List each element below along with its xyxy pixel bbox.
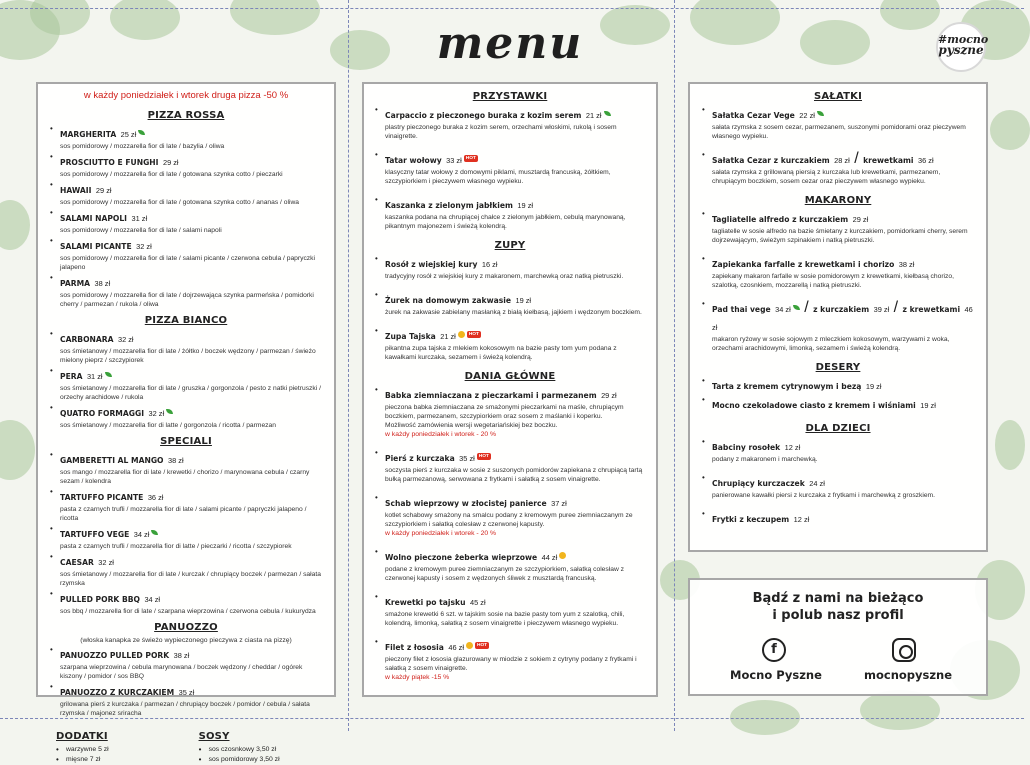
item-description: sos pomidorowy / mozzarella fior di late / gotowana szynka cotto / pieczarki [60,171,283,178]
menu-item [373,592,647,610]
menu-item [373,105,647,123]
item-name: TARTUFFO VEGE [60,530,130,539]
item-price: 37 zł [551,499,567,508]
menu-item [48,180,324,198]
item-price: 12 zł [793,515,810,524]
section-heading: PIZZA ROSSA [147,110,225,121]
menu-item [700,395,976,413]
item-name: Zupa Tajska [385,332,436,341]
fold-line-top [0,8,1024,9]
logo-line-1: #mocno [938,33,989,46]
menu-item [48,208,324,226]
discount-note: w każdy piątek -15 % [385,674,450,681]
menu-item-list [48,329,324,430]
item-name: Tagliatelle alfredo z kurczakiem [712,215,849,224]
menu-item-list [700,209,976,353]
item-name: Frytki z keczupem [712,515,790,524]
item-price: 24 zł [809,479,825,488]
menu-item-list [48,645,324,718]
item-description: grilowana pierś z kurczaka / parmezan / chrupiący boczek / pomidor / cebula / sałata rzymska / majonez sriracha [60,701,310,717]
item-name: QUATRO FORMAGGI [60,409,145,418]
menu-item [700,209,976,227]
item-description: kaszanka podana na chrupiącej chałce z zielonym jabłkiem, cebulą marynowaną, pikantnym majonezem i świeżą kolendrą. [385,214,626,230]
item-name: z krewetkami [902,305,961,314]
item-description: podane z kremowym puree ziemniaczanym ze szczypiorkiem, sałatką colesław z czerwonej kapusty i sosem z wędzonych śliwek z musztardą francuską. [385,566,624,582]
menu-item [373,150,647,168]
item-name: CARBONARA [60,335,114,344]
item-name: Pierś z kurczaka [385,454,455,463]
menu-item-list [373,385,647,682]
item-description: smażone krewetki 6 szt. w tajskim sosie na bazie pasty tom yum z szalotką, chili, kolendrą, limonką, sałatką z sosem vinaigrette i pieczywem własnego wypieku. [385,611,625,627]
item-name: PERA [60,372,83,381]
item-description: pikantna zupa tajska z mlekiem kokosowym na bazie pasty tom yum podana z kawałkami kurczaka, sezamem i świeżą kolendrą. [385,345,617,361]
item-name: Wolno pieczone żeberka wieprzowe [385,553,538,562]
salads-pasta-panel [688,82,988,552]
item-price: 38 zł [94,279,111,288]
item-description: sos śmietanowy / mozzarella fior di late / gruszka / gorgonzola / pesto z natki pietruszki / orzechy arachidowe / rukola [60,385,321,401]
fold-line-bottom [0,718,1024,719]
menu-item-list [700,437,976,527]
menu-item [48,524,324,542]
item-description: sos mango / mozzarella fior di late / krewetki / chorizo / marynowana cebula / czarny sezam / kolendra [60,469,310,485]
item-price: 35 zł [459,454,475,463]
item-price: 19 zł [515,296,532,305]
item-description: żurek na zakwasie zabielany masłanką z białą kiełbasą, jajkiem i wędzonym boczkiem. [385,309,642,316]
item-name: Krewetki po tajsku [385,598,466,607]
menu-item [48,236,324,254]
item-description: pasta z czarnych trufli / mozzarella fior di late / salami picante / papryczki jalapeno / ricotta [60,506,307,522]
section-heading: PRZYSTAWKI [472,91,548,102]
menu-item [48,403,324,421]
section-heading: DESERY [815,362,861,373]
item-price: 28 zł [834,156,850,165]
menu-item-list [373,105,647,231]
item-description: sałata rzymska z sosem cezar, parmezanem, suszonymi pomidorami oraz pieczywem własnego wypieku. [712,124,966,140]
item-name: Babciny rosołek [712,443,781,452]
item-name: PROSCIUTTO E FUNGHI [60,158,159,167]
pin-icon [466,642,473,649]
item-name: Kaszanka z zielonym jabłkiem [385,201,513,210]
item-name: Carpaccio z pieczonego buraka z kozim serem [385,111,582,120]
item-price: 19 zł [920,401,936,410]
section-heading: DLA DZIECI [805,423,871,434]
instagram-link[interactable]: mocnopyszne [864,668,953,682]
leaf-icon [604,111,611,116]
menu-item [48,589,324,607]
item-price: 46 zł [712,305,973,332]
menu-item [48,273,324,291]
leaf-icon [151,530,158,535]
section-heading: SPECIALI [160,436,212,447]
item-name: Tarta z kremem cytrynowym i bezą [712,382,862,391]
item-price: 21 zł [440,332,456,341]
item-name: SALAMI NAPOLI [60,214,128,223]
starters-mains-panel [362,82,658,697]
item-description: sos pomidorowy / mozzarella fior di late / gotowana szynka cotto / ananas / oliwa [60,199,300,206]
item-name: Mocno czekoladowe ciasto z kremem i wiśniami [712,401,916,410]
item-price: 39 zł [873,305,890,314]
item-price: 29 zł [852,215,869,224]
item-description: sos bbq / mozzarella fior di late / szarpana wieprzowina / czerwona cebula / kukurydza [60,608,316,615]
leaf-icon [105,372,112,377]
discount-note: w każdy poniedziałek i wtorek - 20 % [385,431,497,438]
item-name: GAMBERETTI AL MANGO [60,456,164,465]
menu-item-list [700,376,976,413]
item-price: 34 zł [133,530,150,539]
item-description: zapiekany makaron farfalle w sosie pomidorowym z krewetkami, kiełbasą chorizo, szalotką, czosnkiem, mozzarellą i natką pietruszki. [712,273,954,289]
item-description: sos pomidorowy / mozzarella fior di late / bazylia / oliwa [60,143,225,150]
pin-icon [559,552,566,559]
leaf-icon [166,409,173,414]
item-price: 45 zł [469,598,486,607]
item-price: 38 zł [173,651,190,660]
menu-item: • Pad thai vege 34 zł / z kurczakiem 39 zł / z krewetkami 46 zł [700,299,976,335]
item-description: makaron ryżowy w sosie sojowym z mleczkiem kokosowym, warzywami z woka, orzechami arachidowymi, limonką, sezamem i świeżą kolendrą. [712,336,950,352]
item-description: sos śmietanowy / mozzarella fior di latte / gorgonzola / ricotta / parmezan [60,422,276,429]
menu-item [373,326,647,344]
menu-item [48,682,324,700]
leaf-icon [793,305,800,310]
menu-item [700,437,976,455]
item-price: 32 zł [98,558,114,567]
section-heading: DANIA GŁÓWNE [464,371,556,382]
social-heading-line-1: Bądź z nami na bieżąco [752,591,924,606]
menu-item [48,450,324,468]
item-description: pieczona babka ziemniaczana ze smażonymi pieczarkami na maśle, chrupiącym boczkiem, parmezanem, szczypiorkiem oraz sosem z maślanki i koperku. [385,404,624,420]
social-heading-line-2: i polub nasz profil [772,608,904,623]
promo-text: w każdy poniedziałek i wtorek druga pizza -50 % [83,90,289,101]
item-name: Babka ziemniaczana z pieczarkami i parmezanem [385,391,597,400]
item-price: 35 zł [178,688,195,697]
leaf-icon [817,111,824,116]
item-description: podany z makaronem i marchewką. [712,456,818,463]
menu-item-list [48,450,324,616]
item-name: PARMA [60,279,91,288]
item-name: MARGHERITA [60,130,117,139]
section-heading: DODATKI [56,731,108,742]
item-price: 16 zł [481,260,498,269]
item-price: 44 zł [541,553,558,562]
item-price: 36 zł [917,156,934,165]
menu-item-list [48,124,324,309]
hot-icon: HOT [468,332,479,338]
item-name: Tatar wołowy [385,156,442,165]
menu-item [700,376,976,394]
menu-item: • Sałatka Cezar z kurczakiem 28 zł / krewetkami 36 zł [700,150,976,168]
item-name: z kurczakiem [813,305,870,314]
item-price: 34 zł [775,305,791,314]
item-description: kotlet schabowy smażony na smalcu podany z kremowym puree ziemniaczanym ze szczypiorkiem i sałatką colesław z czerwonej kapusty. [385,512,633,528]
item-description: sos śmietanowy / mozzarella fior di late / kurczak / chrupiący boczek / parmezan / sałata rzymska [60,571,321,587]
item-price: 12 zł [784,443,801,452]
pin-icon [458,331,465,338]
item-price: 32 zł [117,335,134,344]
item-name: PULLED PORK BBQ [60,595,140,604]
menu-item [373,637,647,655]
item-name: TARTUFFO PICANTE [60,493,144,502]
item-price: 38 zł [898,260,915,269]
item-price: 29 zł [162,158,179,167]
item-description: tradycyjny rosół z wiejskiej kury z makaronem, marchewką oraz natką pietruszki. [385,273,624,280]
item-description: plastry pieczonego buraka z kozim serem, orzechami włoskimi, rukolą i sosem vinaigrette. [385,124,617,140]
item-name: PANUOZZO PULLED PORK [60,651,170,660]
item-price: 22 zł [799,111,815,120]
menu-item [373,290,647,308]
item-name: CAESAR [60,558,94,567]
item-name: Schab wieprzowy w złocistej panierce [385,499,547,508]
menu-item [700,254,976,272]
leaf-icon [138,130,145,135]
list-item: • warzywne 5 zł [54,745,175,755]
menu-item [48,366,324,384]
item-name: Sałatka Cezar Vege [712,111,795,120]
hot-icon: HOT [476,643,488,649]
item-description: pasta z czarnych trufli / mozzarella fior di latte / pieczarki / ricotta / szczypiorek [60,543,292,550]
pizza-panel [36,82,336,763]
menu-item-list [700,105,976,186]
section-heading: PIZZA BIANCO [144,315,228,326]
social-panel [688,578,988,696]
item-description: sos pomidorowy / mozzarella fior di late / salami picante / czerwona cebula / papryczki jalapeno [60,255,315,271]
item-name: HAWAII [60,186,92,195]
item-description: szarpana wieprzowina / cebula marynowana / boczek wędzony / cheddar / ogórek kiszony / pomidor / sos BBQ [60,664,303,680]
menu-item [373,385,647,403]
menu-item [373,254,647,272]
item-price: 31 zł [86,372,103,381]
menu-item [48,152,324,170]
section-heading: SAŁATKI [813,91,863,102]
menu-item [48,329,324,347]
item-description: sos pomidorowy / mozzarella fior di late / dojrzewająca szynka parmeńska / pomidorki cherry / parmezan / rukola / oliwa [60,292,314,308]
menu-item [48,124,324,142]
item-price: 21 zł [585,111,602,120]
item-name: SALAMI PICANTE [60,242,132,251]
list-item: • sos pomidorowy 3,50 zł [197,755,318,765]
item-name: Sałatka Cezar z kurczakiem [712,156,830,165]
menu-item [48,552,324,570]
item-name: krewetkami [863,156,914,165]
menu-item [700,105,976,123]
hot-icon: HOT [465,156,476,162]
item-price: 34 zł [144,595,161,604]
item-name: Chrupiący kurczaczek [712,479,805,488]
menu-item [48,487,324,505]
item-price: 25 zł [120,130,137,139]
item-description: klasyczny tatar wołowy z domowymi piklami, musztardą francuską, żółtkiem, szczypiorkiem i pieczywem własnego wypieku. [385,169,611,185]
menu-item [700,509,976,527]
item-price: 29 zł [601,391,617,400]
discount-note: w każdy poniedziałek i wtorek - 20 % [385,530,497,537]
section-heading: PANUOZZO [154,622,218,633]
facebook-icon[interactable]: f [762,638,786,662]
item-description: sos śmietanowy / mozzarella fior di late / żółtko / boczek wędzony / parmezan / świeżo mielony pieprz / szczypiorek [60,348,316,364]
menu-item [48,645,324,663]
item-description: pieczony filet z łososia glazurowany w miodzie z sokiem z cytryny podany z frytkami i sałatką z sosem vinaigrette. [385,656,637,672]
menu-item [373,547,647,565]
dodatki-block [54,728,175,765]
item-price: 31 zł [131,214,148,223]
list-item: • mięsne 7 zł [54,755,175,765]
social-heading [690,590,986,624]
item-price: 33 zł [446,156,462,165]
hot-icon: HOT [478,454,489,460]
section-heading: MAKARONY [804,195,872,206]
item-description: soczysta pierś z kurczaka w sosie z suszonych pomidorów zapiekana z chrupiącą tartą bułką parmezanową, serwowana z frytkami i sałatką z sosem vinaigrette. [385,467,643,483]
item-price: 38 zł [167,456,184,465]
item-name: Filet z łososia [385,643,444,652]
list-item: • sos czosnkowy 3,50 zł [197,745,318,755]
item-name: Pad thai vege [712,305,771,314]
item-extra-note: Możliwość zamówienia wersji wegetariańskiej bez boczku. [385,422,558,429]
item-description: panierowane kawałki piersi z kurczaka z frytkami i marchewką z groszkiem. [712,492,935,499]
item-price: 32 zł [148,409,165,418]
brand-logo [936,22,989,72]
menu-item [700,473,976,491]
item-name: PANUOZZO Z KURCZAKIEM [60,688,175,697]
logo-line-2: pyszne [938,43,984,57]
menu-item [373,448,647,466]
item-description: sałata rzymska z grillowaną piersią z kurczaka lub krewetkami, parmezanem, chrupiącym boczkiem, sosem cezar oraz pieczywem własnego wypieku. [712,169,941,185]
fold-line-left [348,0,349,731]
item-price: 29 zł [95,186,112,195]
item-description: tagliatelle w sosie alfredo na bazie śmietany z kurczakiem, pomidorkami cherry, serem dojrzewającym, świeżym szpinakiem i natką pietruszki. [712,228,968,244]
section-heading: ZUPY [494,240,526,251]
item-description: sos pomidorowy / mozzarella fior di late / salami napoli [60,227,222,234]
item-price: 46 zł [448,643,464,652]
instagram-icon[interactable] [892,638,916,662]
panuozzo-note: (włoska kanapka ze świeżo wypieczonego pieczywa z ciasta na pizzę) [80,637,292,644]
menu-item [373,195,647,213]
menu-item-list [373,254,647,362]
extras-row [48,728,324,765]
facebook-link[interactable]: Mocno Pyszne [730,668,822,682]
item-price: 19 zł [517,201,534,210]
menu-item [373,493,647,511]
section-heading: SOSY [198,731,230,742]
item-price: 32 zł [136,242,152,251]
item-price: 19 zł [865,382,882,391]
item-name: Zapiekanka farfalle z krewetkami i chorizo [712,260,895,269]
fold-line-right [674,0,675,731]
menu-title: menu [436,18,584,69]
item-name: Żurek na domowym zakwasie [385,296,511,305]
item-name: Rosół z wiejskiej kury [385,260,478,269]
sosy-block [197,728,318,765]
item-price: 36 zł [147,493,164,502]
